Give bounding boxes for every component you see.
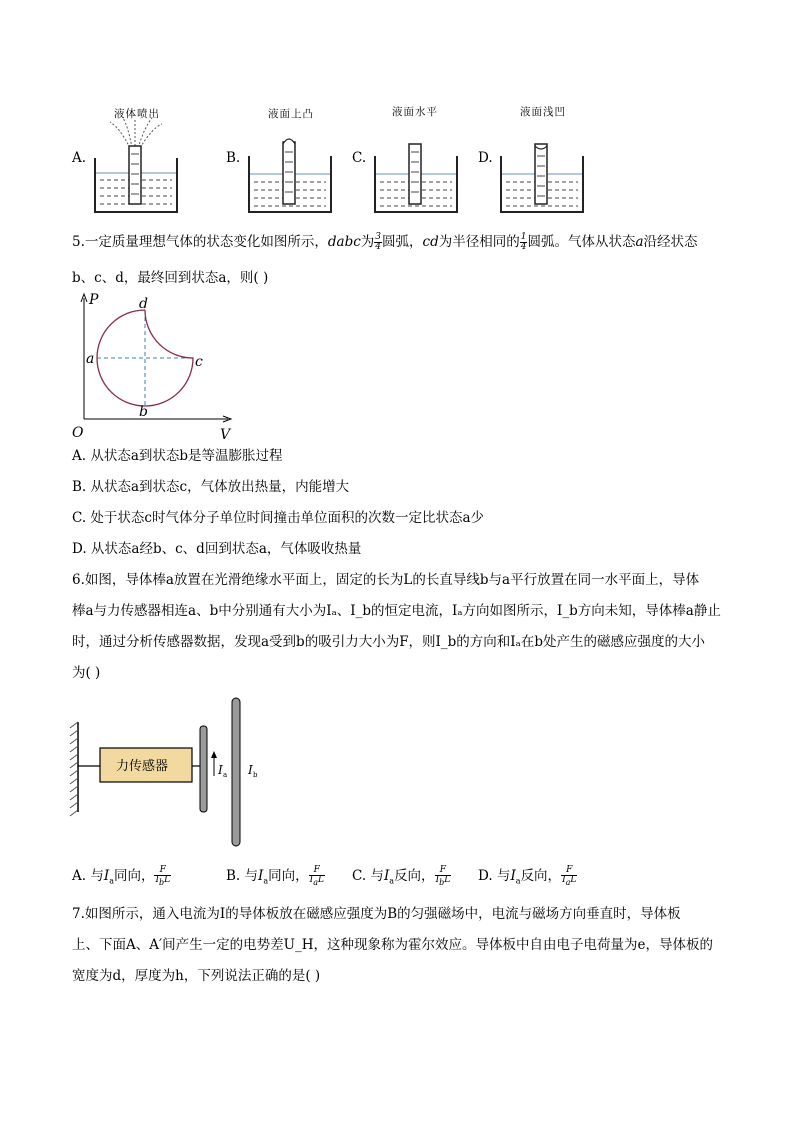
current-ia-label: I [218,763,223,777]
current-ia-sub: a [223,771,228,779]
point-label-c: c [195,354,203,370]
pv-diagram [70,292,240,440]
fraction-f-over-ial: $\frac{F}{I_aL}$ [309,865,324,887]
q6-stem-line4: 为( ) [72,665,101,681]
q5-text: 沿经状态 [643,234,698,250]
q5-text: 为 [360,234,375,250]
axis-label-p: P [89,292,99,308]
sensor-label: 力传感器 [116,759,169,774]
q5-text: 圆弧， [382,234,423,250]
beaker-a-diagram [90,118,182,216]
axis-label-v: V [220,427,231,440]
q5-option-b: B. 从状态a到状态c，气体放出热量，内能增大 [72,479,350,495]
q6-option-b: B. 与$I_a$同向， $\frac{F}{I_aL}$ [226,865,324,887]
q5-var: cd [422,234,439,250]
caption-concave-surface: 液面浅凹 [520,106,566,118]
q5-stem-line2: b、c、d，最终回到状态a，则( ) [72,270,269,286]
point-label-a: a [86,351,95,367]
caption-level-surface: 液面水平 [392,106,438,118]
beaker-b-diagram [244,130,336,216]
beaker-c-diagram [370,130,462,216]
option-letter-c: C. [352,150,367,166]
q5-text: 为半径相同的 [438,234,520,250]
q5-var: a [635,234,644,250]
fraction-f-over-ibl: $\frac{F}{I_bL}$ [155,865,171,887]
point-label-d: d [139,296,148,312]
force-sensor-diagram [68,694,288,848]
q6-option-c: C. 与$I_a$反向， $\frac{F}{I_bL}$ [352,865,451,887]
q5-stem-line1 [72,232,698,252]
fraction-f-over-ibl: $\frac{F}{I_bL}$ [435,865,451,887]
q7-stem-line1: 7.如图所示，通入电流为I的导体板放在磁感应强度为B的匀强磁场中，电流与磁场方向垂直时，导体板 [72,906,681,922]
q5-option-d: D. 从状态a经b、c、d回到状态a，气体吸收热量 [72,541,362,557]
caption-liquid-spray: 液体喷出 [114,108,160,120]
q5-text: 5.一定质量理想气体的状态变化如图所示， [72,234,328,250]
fraction-three-quarters: $\frac{3}{4}$ [375,232,382,252]
q5-option-a: A. 从状态a到状态b是等温膨胀过程 [72,448,283,464]
q7-stem-line2: 上、下面A、A′间产生一定的电势差U_H，这种现象称为霍尔效应。导体板中自由电子电荷量为e，导体板的 [72,937,713,953]
point-label-b: b [139,404,148,420]
option-letter-d: D. [478,150,493,166]
q5-var: dabc [327,234,361,250]
origin-label: O [72,425,84,440]
fraction-f-over-ial: $\frac{F}{I_aL}$ [562,865,577,887]
q6-stem-line3: 时，通过分析传感器数据，发现a受到b的吸引力大小为F，则I_b的方向和Iₐ在b处产生的磁感应强度的大小 [72,634,705,650]
current-ib-sub: b [253,771,258,779]
q7-stem-line3: 宽度为d，厚度为h，下列说法正确的是( ) [72,968,321,984]
q5-option-c: C. 处于状态c时气体分子单位时间撞击单位面积的次数一定比状态a少 [72,510,485,526]
option-letter-a: A. [72,150,87,166]
current-ib-label: I [248,763,253,777]
q5-text: 圆弧。气体从状态 [527,234,636,250]
option-letter-b: B. [226,150,241,166]
q6-stem-line1: 6.如图，导体棒a放置在光滑绝缘水平面上，固定的长为L的长直导线b与a平行放置在同一水平面上，导体 [72,572,700,588]
q6-stem-line2: 棒a与力传感器相连a、b中分别通有大小为Iₐ、I_b的恒定电流，Iₐ方向如图所示，I_b方向未知，导体棒a静止 [72,603,721,619]
caption-convex-surface: 液面上凸 [268,108,314,120]
fraction-one-quarter: $\frac{1}{4}$ [520,232,527,252]
q6-option-d: D. 与$I_a$反向， $\frac{F}{I_aL}$ [478,865,577,887]
q6-option-a: A. 与$I_a$同向， $\frac{F}{I_bL}$ [72,865,171,887]
beaker-d-diagram [496,130,588,216]
